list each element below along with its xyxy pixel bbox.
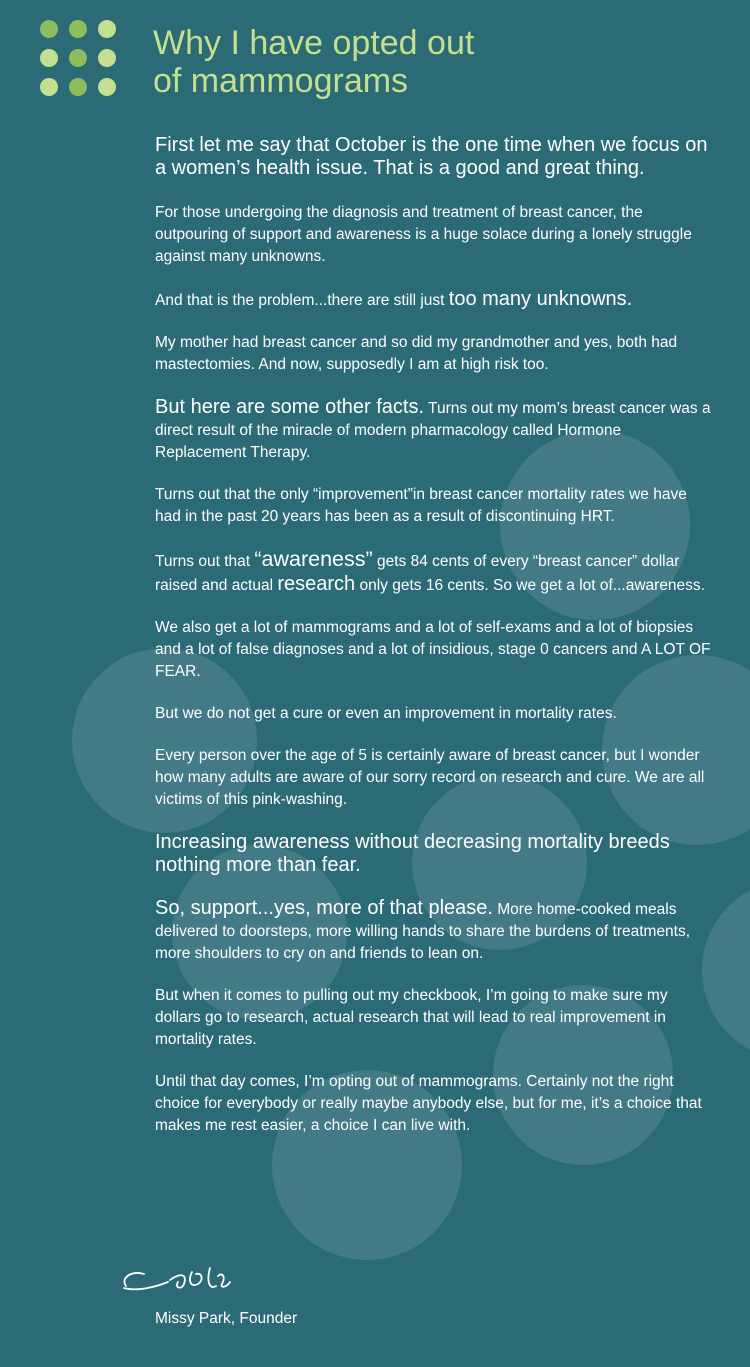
signature-image bbox=[118, 1258, 268, 1298]
dot-grid-logo bbox=[40, 20, 116, 96]
paragraph: Turns out that the only “improvement”in breast cancer mortality rates we have had in the past 20 years has been as a result of discontinuing HRT. bbox=[155, 486, 687, 525]
emphasis-text: So, support...yes, more of that please. bbox=[155, 897, 493, 919]
paragraph-text: Turns out my mom’s breast cancer was a direct result of the miracle of modern pharmacology called Hormone Replacement Therapy. bbox=[155, 400, 711, 461]
pull-quote-heading: Increasing awareness without decreasing mortality breeds nothing more than fear. bbox=[155, 831, 670, 876]
logo-dot bbox=[69, 49, 87, 67]
page-title bbox=[153, 24, 713, 100]
paragraph: My mother had breast cancer and so did my grandmother and yes, both had mastectomies. And now, supposedly I am at high risk too. bbox=[155, 334, 678, 373]
paragraph bbox=[155, 396, 715, 464]
paragraph-text: Turns out that bbox=[155, 553, 255, 570]
emphasis-text: too many unknowns. bbox=[448, 288, 633, 310]
lead-paragraph: First let me say that October is the one time when we focus on a women’s health issue. That is a good and great thing. bbox=[155, 134, 708, 179]
paragraph bbox=[155, 548, 715, 597]
emphasis-text: “awareness” bbox=[254, 547, 373, 571]
paragraph: But when it comes to pulling out my checkbook, I’m going to make sure my dollars go to research, actual research that will lead to real improvement in mortality rates. bbox=[155, 987, 668, 1048]
logo-dot bbox=[98, 49, 116, 67]
paragraph: Until that day comes, I’m opting out of mammograms. Certainly not the right choice for everybody or really maybe anybody else, but for me, it’s a choice that makes me rest easier, a choice I can live with. bbox=[155, 1073, 702, 1134]
emphasis-text: research bbox=[277, 573, 356, 595]
logo-dot bbox=[40, 49, 58, 67]
article-body bbox=[155, 134, 715, 1157]
title-line-2: of mammograms bbox=[153, 62, 409, 100]
paragraph-text: More home-cooked meals delivered to doorsteps, more willing hands to share the burdens of treatments, more shoulders to cry on and friends to lean on. bbox=[155, 901, 691, 962]
logo-dot bbox=[98, 20, 116, 38]
title-line-1: Why I have opted out bbox=[153, 24, 475, 62]
paragraph: For those undergoing the diagnosis and treatment of breast cancer, the outpouring of support and awareness is a huge solace during a lonely struggle against many unknowns. bbox=[155, 204, 692, 265]
signer-name: Missy Park, Founder bbox=[155, 1310, 298, 1327]
logo-dot bbox=[40, 78, 58, 96]
paragraph-text: only gets 16 cents. So we get a lot of...awareness. bbox=[355, 577, 705, 594]
emphasis-text: But here are some other facts. bbox=[155, 396, 425, 418]
logo-dot bbox=[40, 20, 58, 38]
paragraph bbox=[155, 288, 715, 312]
logo-dot bbox=[98, 78, 116, 96]
paragraph-text: gets 84 cents of every “breast cancer” dollar raised and actual bbox=[155, 553, 680, 594]
paragraph-text: And that is the problem...there are still just bbox=[155, 292, 449, 309]
paragraph: We also get a lot of mammograms and a lot of self-exams and a lot of biopsies and a lot of false diagnoses and a lot of insidious, stage 0 cancers and A LOT OF FEAR. bbox=[155, 619, 711, 680]
paragraph: But we do not get a cure or even an improvement in mortality rates. bbox=[155, 705, 617, 722]
logo-dot bbox=[69, 78, 87, 96]
paragraph bbox=[155, 897, 715, 965]
paragraph: Every person over the age of 5 is certainly aware of breast cancer, but I wonder how many adults are aware of our sorry record on research and cure. We are all victims of this pink-washing. bbox=[155, 747, 705, 808]
logo-dot bbox=[69, 20, 87, 38]
